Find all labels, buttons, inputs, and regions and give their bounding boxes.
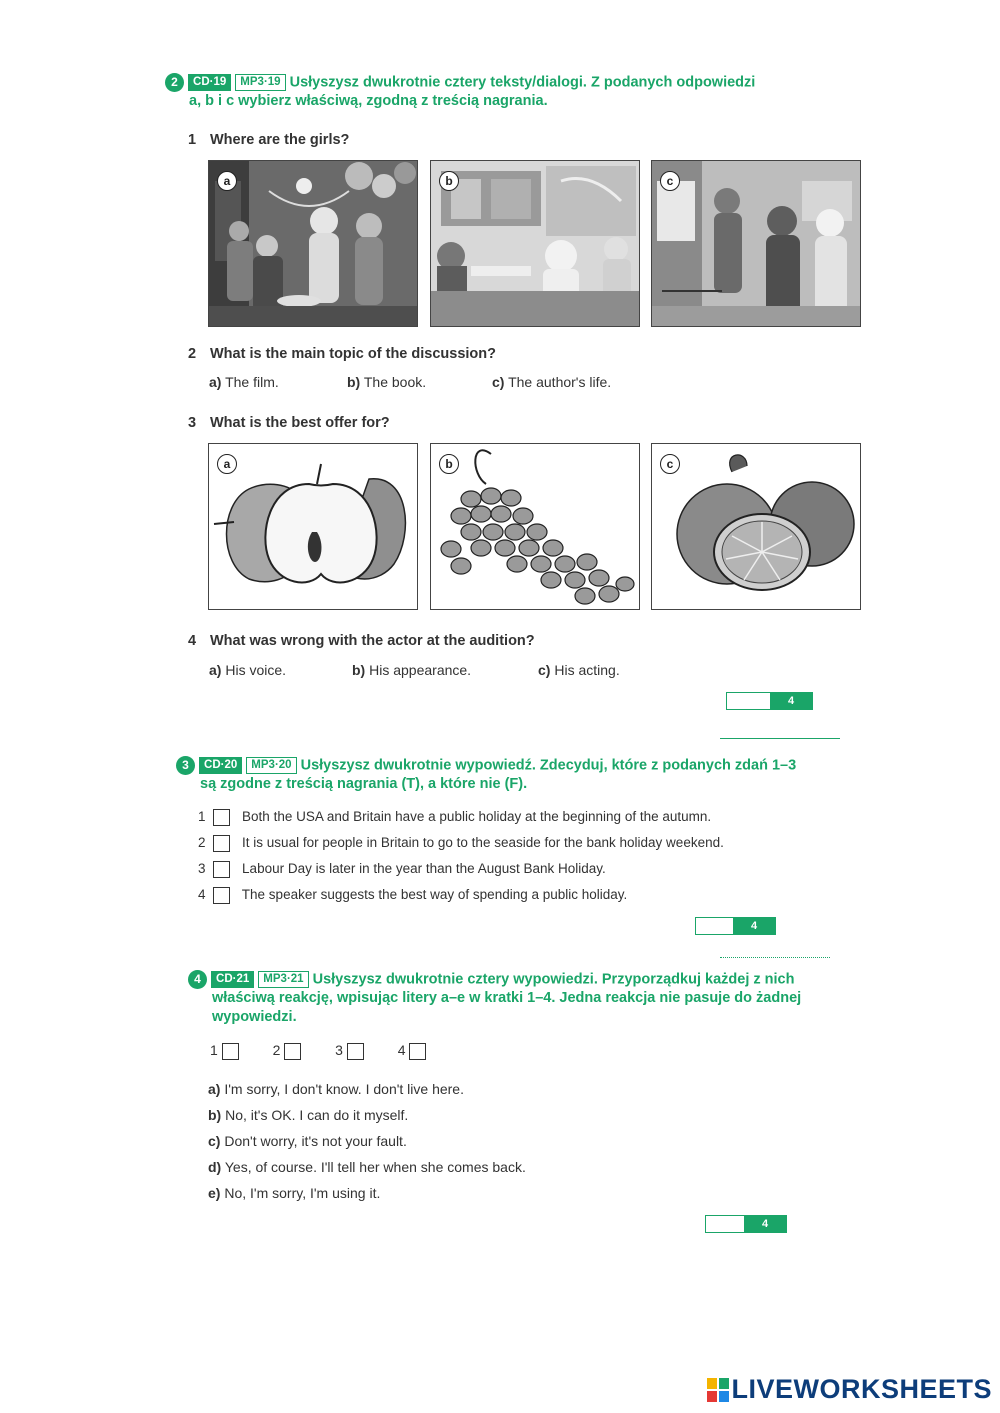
task4-mp3-tag: MP3·21 [258, 971, 308, 988]
task3-header [176, 756, 856, 794]
grapes-illustration [431, 444, 639, 609]
task4-score-box[interactable] [705, 1215, 787, 1233]
picture-label-c: c [660, 171, 680, 191]
task2-score-box[interactable] [726, 692, 813, 710]
picture-label-c: c [660, 454, 680, 474]
picture-gallery[interactable] [651, 160, 861, 327]
task3-checkbox-2[interactable] [213, 835, 230, 852]
apples-illustration [209, 444, 417, 609]
task2-q2-option-b[interactable]: b) The book. [347, 374, 427, 390]
task2-q2-option-a[interactable]: a) The film. [209, 374, 279, 390]
picture-grapefruits[interactable] [651, 443, 861, 610]
task4-answer-box-4[interactable] [409, 1043, 426, 1060]
task3-instruction-1: Usłyszysz dwukrotnie wypowiedź. Zdecyduj, które z podanych zdań 1–3 [300, 757, 797, 774]
task4-instruction-1: Usłyszysz dwukrotnie cztery wypowiedzi. Przyporządkuj każdej z nich [312, 971, 795, 988]
task3-cd-tag: CD·20 [199, 757, 242, 774]
task2-instruction-2: a, b i c wybierz właściwą, zgodną z treścią nagrania. [189, 93, 548, 110]
task4-instruction-3: wypowiedzi. [212, 1009, 297, 1026]
task4-cd-tag: CD·21 [211, 971, 254, 988]
task3-checkbox-4[interactable] [213, 887, 230, 904]
task4-reaction-e: e) No, I'm sorry, I'm using it. [208, 1185, 381, 1201]
task4-reaction-c: c) Don't worry, it's not your fault. [208, 1133, 407, 1149]
task3-score-value: 4 [733, 918, 775, 934]
gallery-scene-illustration [652, 161, 860, 326]
task4-score-value: 4 [744, 1216, 786, 1232]
liveworksheets-logo [707, 1374, 992, 1405]
picture-label-b: b [439, 454, 459, 474]
picture-label-a: a [217, 454, 237, 474]
party-scene-illustration [209, 161, 417, 326]
task2-q4-option-b[interactable]: b) His appearance. [352, 662, 472, 678]
task4-answer-box-2[interactable] [284, 1043, 301, 1060]
liveworksheets-logo-icon [707, 1378, 729, 1402]
task2-question-2: 2 What is the main topic of the discussion? [188, 346, 496, 362]
picture-grapes[interactable] [430, 443, 640, 610]
picture-label-a: a [217, 171, 237, 191]
task2-q4-option-c[interactable]: c) His acting. [538, 662, 620, 678]
task3-instruction-2: są zgodne z treścią nagrania (T), a które nie (F). [200, 776, 528, 793]
task4-number: 4 [188, 970, 207, 989]
section-divider [720, 738, 840, 739]
task2-question-1: 1 Where are the girls? [188, 132, 350, 148]
task2-score-value: 4 [770, 693, 812, 709]
task2-q2-option-c[interactable]: c) The author's life. [492, 374, 612, 390]
task2-mp3-tag: MP3·19 [235, 74, 285, 91]
task4-reaction-d: d) Yes, of course. I'll tell her when she comes back. [208, 1159, 526, 1175]
grapefruits-illustration [652, 444, 860, 609]
liveworksheets-logo-text: LIVEWORKSHEETS [731, 1374, 992, 1404]
task4-reaction-a: a) I'm sorry, I don't know. I don't live here. [208, 1081, 464, 1097]
picture-label-b: b [439, 171, 459, 191]
task4-answer-box-1[interactable] [222, 1043, 239, 1060]
task2-q4-option-a[interactable]: a) His voice. [209, 662, 287, 678]
task3-mp3-tag: MP3·20 [246, 757, 296, 774]
task3-item-1: 1 Both the USA and Britain have a public holiday at the beginning of the autumn. [198, 809, 712, 825]
task4-reaction-b: b) No, it's OK. I can do it myself. [208, 1107, 409, 1123]
task3-item-3: 3 Labour Day is later in the year than the August Bank Holiday. [198, 861, 606, 877]
task2-number: 2 [165, 73, 184, 92]
section-divider-dotted [720, 957, 830, 958]
task2-instruction-1: Usłyszysz dwukrotnie cztery teksty/dialogi. Z podanych odpowiedzi [289, 74, 756, 91]
task3-item-2: 2 It is usual for people in Britain to go to the seaside for the bank holiday weekend. [198, 835, 724, 851]
task2-header [165, 73, 845, 111]
task2-cd-tag: CD·19 [188, 74, 231, 91]
task3-checkbox-1[interactable] [213, 809, 230, 826]
picture-classroom[interactable] [430, 160, 640, 327]
picture-apples[interactable] [208, 443, 418, 610]
task2-question-4: 4 What was wrong with the actor at the audition? [188, 633, 535, 649]
picture-party[interactable] [208, 160, 418, 327]
task3-score-box[interactable] [695, 917, 776, 935]
task3-number: 3 [176, 756, 195, 775]
task4-answer-box-3[interactable] [347, 1043, 364, 1060]
task3-item-4: 4 The speaker suggests the best way of spending a public holiday. [198, 887, 628, 903]
task2-question-3: 3 What is the best offer for? [188, 415, 390, 431]
task3-checkbox-3[interactable] [213, 861, 230, 878]
task4-header [188, 970, 868, 1027]
task4-instruction-2: właściwą reakcję, wpisując litery a–e w kratki 1–4. Jedna reakcja nie pasuje do żadnej [212, 990, 802, 1007]
classroom-scene-illustration [431, 161, 639, 326]
task4-answer-boxes: 1 2 3 4 [210, 1042, 426, 1060]
